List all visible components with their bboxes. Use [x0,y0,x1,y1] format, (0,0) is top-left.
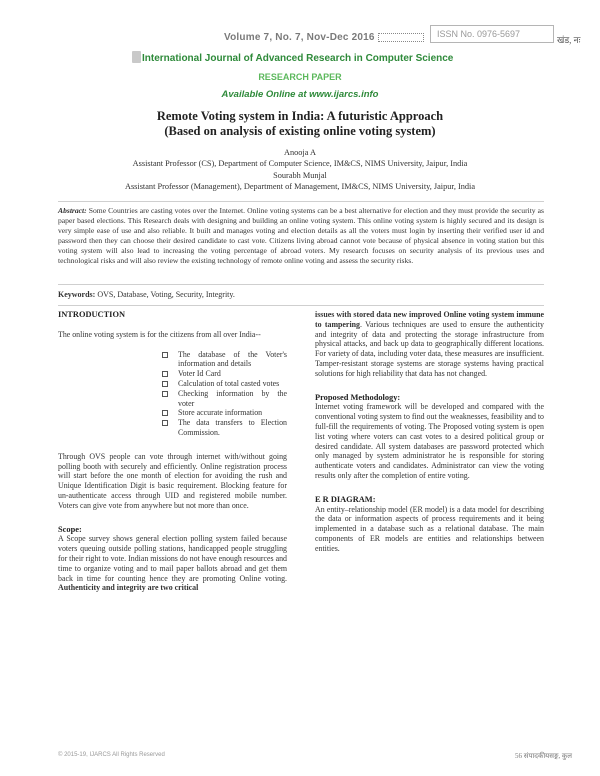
header-right-glyphs: खंड, नः [557,35,581,45]
left-column [58,310,287,593]
continuation-paragraph [315,310,544,379]
intro-bullet-list [162,350,287,438]
checkbox-bullet-icon [162,420,168,426]
abstract-label: Abstract: [58,206,87,215]
checkbox-bullet-icon [162,410,168,416]
issn-box [430,25,554,43]
abstract-paragraph [58,206,544,265]
volume-placeholder-box [378,33,424,42]
volume-info [224,32,424,43]
scope-bold-text: Authenticity and integrity are two critical [58,583,199,593]
er-diagram-paragraph: An entity–relationship model (ER model) is a data model for describing the data or information aspects of process requirements and it being implemented in a database such as a relational database. The main components of ER models are entities and relationships between entities. [315,504,544,553]
introduction-text: The online voting system is for the citizens from all over India-- [58,329,261,339]
author-1-affiliation: Assistant Professor (CS), Department of Computer Science, IM&CS, NIMS University, Jaipur, India [132,159,468,168]
list-item: The database of the Voter's information and details [162,350,287,370]
list-item: Store accurate information [162,408,287,418]
issn-text: ISSN No. 0976-5697 [437,29,521,39]
keywords-section [58,290,544,306]
abstract-section [58,201,544,285]
checkbox-bullet-icon [162,352,168,358]
er-diagram-heading: E R DIAGRAM: [315,494,376,504]
paper-title-line-1: Remote Voting system in India: A futuristic Approach [156,109,444,123]
continuation-text: . Various techniques are used to ensure the authenticity and integrity of data and protecting the storage infrastructure from physical attacks, and back up data to geographically different locations. For variety of data, including voter data, these measures are insufficient. Tamper-resistant storage systems are storage systems having practical solutions for high reliability that data has not changed. [315,319,544,378]
checkbox-bullet-icon [162,391,168,397]
journal-title [126,53,546,64]
footer-page: 56 संपादकीयसङ्ग, कुल [515,752,573,760]
right-column [315,310,544,554]
footer-copyright: © 2015-19, IJARCS All Rights Reserved [58,752,165,758]
paper-title-line-2: (Based on analysis of existing online voting system) [164,124,436,138]
list-item: Checking information by the voter [162,389,287,409]
availability-link[interactable]: Available Online at www.ijarcs.info [221,89,379,100]
keywords-label: Keywords: [58,290,96,299]
abstract-text: Some Countries are casting votes over the Internet. Online voting systems can be a best alternative for election and they must provide the security as paper based elections. This Research deals with designing and building an online voting system. This online voting system is highly secured and its design is very simple ease of use and also reliable. It built and manages voting and election details as all the voters must login by inserting their verified user id and password then they can choose their desired candidate to cast vote. Citizens living abroad cannot vote because of physical absence in voting station but this voting system will also lead to increasing the voting percentage of abroad voters. My research focuses on security analysis of its previous uses and technological risks and will also review the existing technology of remote online voting and assess the security risks. [58,206,544,265]
list-item: Voter Id Card [162,369,287,379]
introduction-heading: INTRODUCTION [58,310,126,319]
paper-type: RESEARCH PAPER [258,72,342,82]
scope-paragraph [58,534,287,593]
checkbox-bullet-icon [162,371,168,377]
continuation-bold-text: issues with stored data new improved Online voting system immune to tampering [315,310,544,329]
scope-heading: Scope: [58,524,82,534]
list-item: The data transfers to Election Commission. [162,418,287,438]
methodology-heading: Proposed Methodology: [315,392,401,402]
volume-text: Volume 7, No. 7, Nov-Dec 2016 [224,32,375,43]
author-1-name: Anooja A [283,148,317,157]
checkbox-bullet-icon [162,381,168,387]
ovs-paragraph: Through OVS people can vote through internet with/without going polling booth with securely and efficiently. Online registration process will start before the one month of election for avoiding the rush and Unique Identification Digit is basic requirement. Blocking feature for un-authenticate access through UID and registered mobile number. Voters can give vote from anywhere but not more than once. [58,451,287,510]
journal-title-text: International Journal of Advanced Research in Computer Science [142,53,454,64]
scope-text: A Scope survey shows general election polling system failed because voters queuing outside polling stations, handicapped people struggling for their right to vote. Indian missions do not have enough resources and time to organize voting and to mail paper ballots abroad and get them back in time for counting hence they are promoting Online voting. [58,534,287,583]
author-2-affiliation: Assistant Professor (Management), Department of Management, IM&CS, NIMS University, Jaipur, India [124,182,476,191]
keywords-text: OVS, Database, Voting, Security, Integrity. [97,290,235,299]
list-item: Calculation of total casted votes [162,379,287,389]
author-2-name: Sourabh Munjal [273,171,327,180]
methodology-paragraph: Internet voting framework will be developed and compared with the conventional voting system to find out the weaknesses, feasibility and to full-fill the requirements of voting. The Proposed voting system is open list voting where voters can cast votes to a desired political group or desired candidate. All system databases are password protected which only managed by system administrator he is responsible for storing authenticate voters and candidates. Administrator can view the voting results only after the completion of entire voting. [315,402,545,480]
